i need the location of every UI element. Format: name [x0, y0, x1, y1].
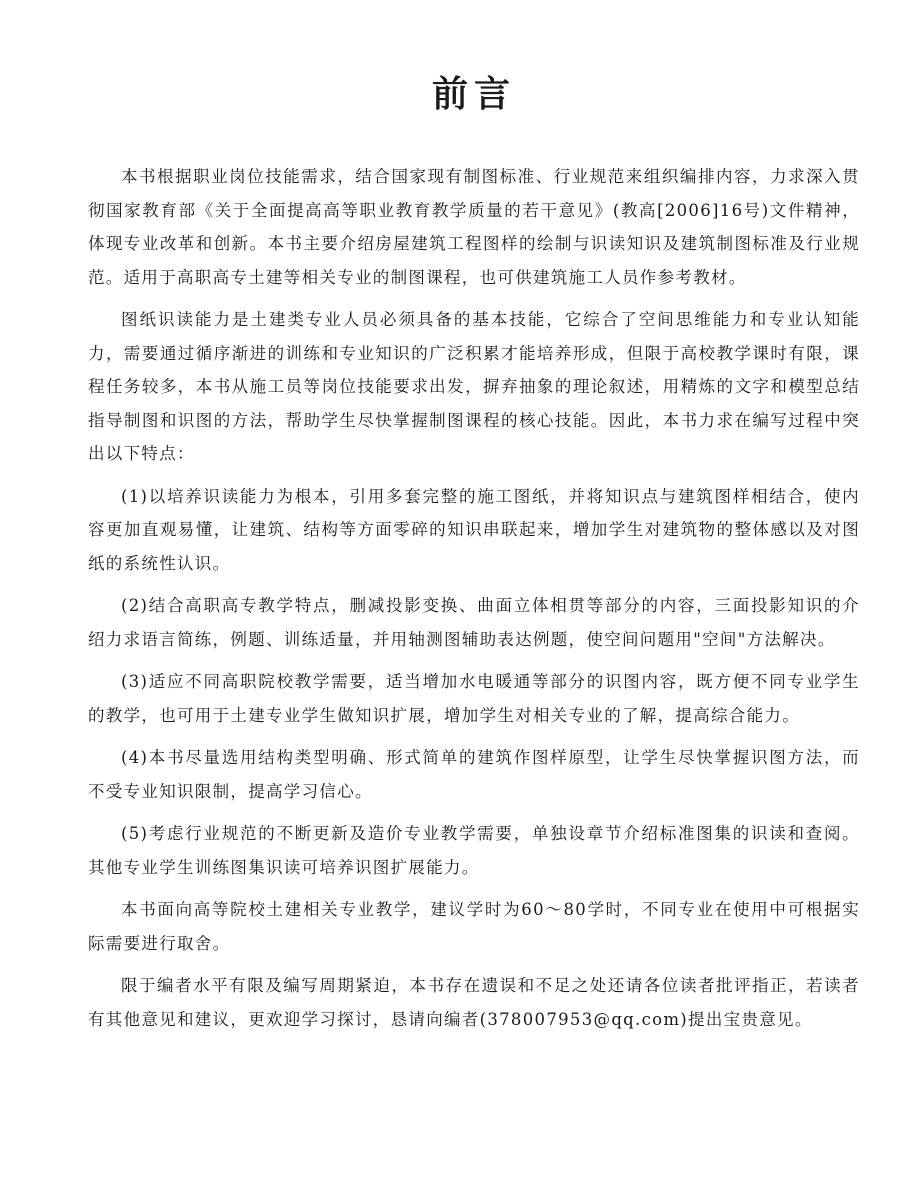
paragraph-skills: 图纸识读能力是土建类专业人员必须具备的基本技能，它综合了空间思维能力和专业认知能力，需要通过循序渐进的训练和专业知识的广泛积累才能培养形成，但限于高校教学课时有限，课程任务较多，本书从施工员等岗位技能要求出发，摒弃抽象的理论叙述，用精炼的文字和模型总结指导制图和识图的方法，帮助学生尽快掌握制图课程的核心技能。因此，本书力求在编写过程中突出以下特点：: [88, 310, 860, 463]
paragraph-feature-4: (4)本书尽量选用结构类型明确、形式简单的建筑作图样原型，让学生尽快掌握识图方法，而不受专业知识限制，提高学习信心。: [88, 748, 860, 801]
paragraph-feature-3: (3)适应不同高职院校教学需要，适当增加水电暖通等部分的识图内容，既方便不同专业学生的教学，也可用于土建专业学生做知识扩展，增加学生对相关专业的了解，提高综合能力。: [88, 672, 860, 725]
paragraph-feature-2: (2)结合高职高专教学特点，删减投影变换、曲面立体相贯等部分的内容，三面投影知识的介绍力求语言简练，例题、训练适量，并用轴测图辅助表达例题，使空间问题用"空间"方法解决。: [88, 596, 860, 649]
preface-body: [88, 160, 860, 1045]
paragraph-feedback: 限于编者水平有限及编写周期紧迫，本书存在遗误和不足之处还请各位读者批评指正，若读者有其他意见和建议，更欢迎学习探讨，恳请向编者(378007953@qq.com)提出宝贵意见。: [88, 976, 860, 1029]
paragraph-hours: 本书面向高等院校土建相关专业教学，建议学时为60～80学时，不同专业在使用中可根据实际需要进行取舍。: [88, 900, 860, 953]
page-title: 前言: [431, 73, 516, 116]
document-page: [88, 0, 860, 1180]
paragraph-intro: 本书根据职业岗位技能需求，结合国家现有制图标准、行业规范来组织编排内容，力求深入贯彻国家教育部《关于全面提高高等职业教育教学质量的若干意见》(教高[2006]16号)文件精神，体现专业改革和创新。本书主要介绍房屋建筑工程图样的绘制与识读知识及建筑制图标准及行业规范。适用于高职高专土建等相关专业的制图课程，也可供建筑施工人员作参考教材。: [88, 167, 860, 287]
paragraph-feature-1: (1)以培养识读能力为根本，引用多套完整的施工图纸，并将知识点与建筑图样相结合，使内容更加直观易懂，让建筑、结构等方面零碎的知识串联起来，增加学生对建筑物的整体感以及对图纸的系统性认识。: [88, 486, 860, 573]
paragraph-feature-5: (5)考虑行业规范的不断更新及造价专业教学需要，单独设章节介绍标准图集的识读和查阅。其他专业学生训练图集识读可培养识图扩展能力。: [88, 824, 860, 877]
